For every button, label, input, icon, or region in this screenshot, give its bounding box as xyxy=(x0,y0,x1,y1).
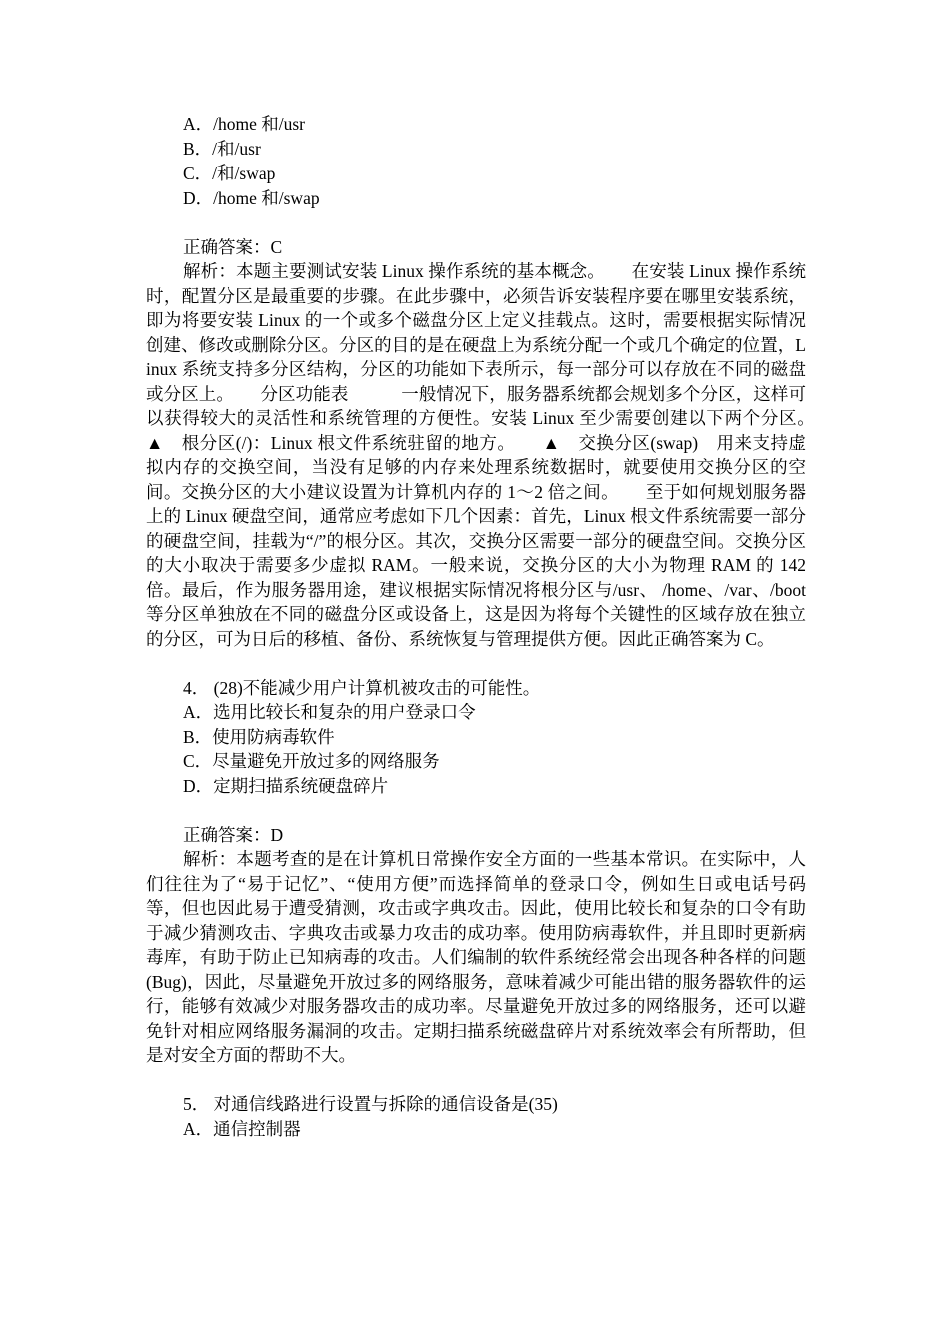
document-page xyxy=(146,112,824,1141)
spacer xyxy=(146,1068,806,1093)
q3-analysis: 解析：本题主要测试安装 Linux 操作系统的基本概念。 在安装 Linux 操作系统时，配置分区是最重要的步骤。在此步骤中，必须告诉安装程序要在哪里安装系统，即为将要安装 Linux 的一个或多个磁盘分区上定义挂载点。这时，需要根据实际情况创建、修改或删除分区。分区的目的是在硬盘上为系统分配一个或几个确定的位置，Linux 系统支持多分区结构，分区的功能如下表所示，每一部分可以存放在不同的磁盘或分区上。 分区功能表 一般情况下，服务器系统都会规划多个分区，这样可以获得较大的灵活性和系统管理的方便性。安装 Linux 至少需要创建以下两个分区。 ▲ 根分区(/)：Linux 根文件系统驻留的地方。 ▲ 交换分区(swap) 用来支持虚拟内存的交换空间，当没有足够的内存来处理系统数据时，就要使用交换分区的空间。交换分区的大小建议设置为计算机内存的 1～2 倍之间。 至于如何规划服务器上的 Linux 硬盘空间，通常应考虑如下几个因素：首先，Linux 根文件系统需要一部分的硬盘空间，挂载为“/”的根分区。其次，交换分区需要一部分的硬盘空间。交换分区的大小取决于需要多少虚拟 RAM。一般来说，交换分区的大小为物理 RAM 的 142 倍。最后，作为服务器用途，建议根据实际情况将根分区与/usr、 /home、/var、/boot 等分区单独放在不同的磁盘分区或设备上，这是因为将每个关键性的区域存放在独立的分区，可为日后的移植、备份、系统恢复与管理提供方便。因此正确答案为 C。 xyxy=(146,261,824,649)
q3-option-a: A．/home 和/usr xyxy=(183,114,306,134)
q4-option-a: A．选用比较长和复杂的用户登录口令 xyxy=(183,702,476,722)
q5-option-a: A．通信控制器 xyxy=(183,1118,301,1139)
q4-stem: 4． (28)不能减少用户计算机被攻击的可能性。 xyxy=(183,677,541,698)
q5-stem: 5． 对通信线路进行设置与拆除的通信设备是(35) xyxy=(183,1094,558,1114)
q4-analysis: 解析：本题考查的是在计算机日常操作安全方面的一些基本常识。在实际中，人们往往为了“易于记忆”、“使用方便”而选择简单的登录口令，例如生日或电话号码等，但也因此易于遭受猜测，攻击或字典攻击。因此，使用比较长和复杂的口令有助于减少猜测攻击、字典攻击或暴力攻击的成功率。使用防病毒软件，并且即时更新病毒库，有助于防止已知病毒的攻击。人们编制的软件系统经常会出现各种各样的问题(Bug)，因此，尽量避免开放过多的网络服务，意味着减少可能出错的服务器软件的运行，能够有效减少对服务器攻击的成功率。尽量避免开放过多的网络服务，还可以避免针对相应网络服务漏洞的攻击。定期扫描系统磁盘碎片对系统效率会有所帮助，但是对安全方面的帮助不大。 xyxy=(146,849,806,1065)
spacer xyxy=(146,798,806,823)
q3-option-b: B．/和/usr xyxy=(183,138,261,159)
q4-option-b: B．使用防病毒软件 xyxy=(183,726,335,747)
spacer xyxy=(146,210,806,235)
q4-option-c: C．尽量避免开放过多的网络服务 xyxy=(183,751,440,771)
q4-option-d: D．定期扫描系统硬盘碎片 xyxy=(183,775,389,796)
q3-option-c: C．/和/swap xyxy=(183,163,276,183)
spacer xyxy=(146,651,806,676)
q4-answer: 正确答案：D xyxy=(183,824,284,845)
q3-option-d: D．/home 和/swap xyxy=(183,187,320,208)
q3-answer: 正确答案：C xyxy=(183,236,283,257)
